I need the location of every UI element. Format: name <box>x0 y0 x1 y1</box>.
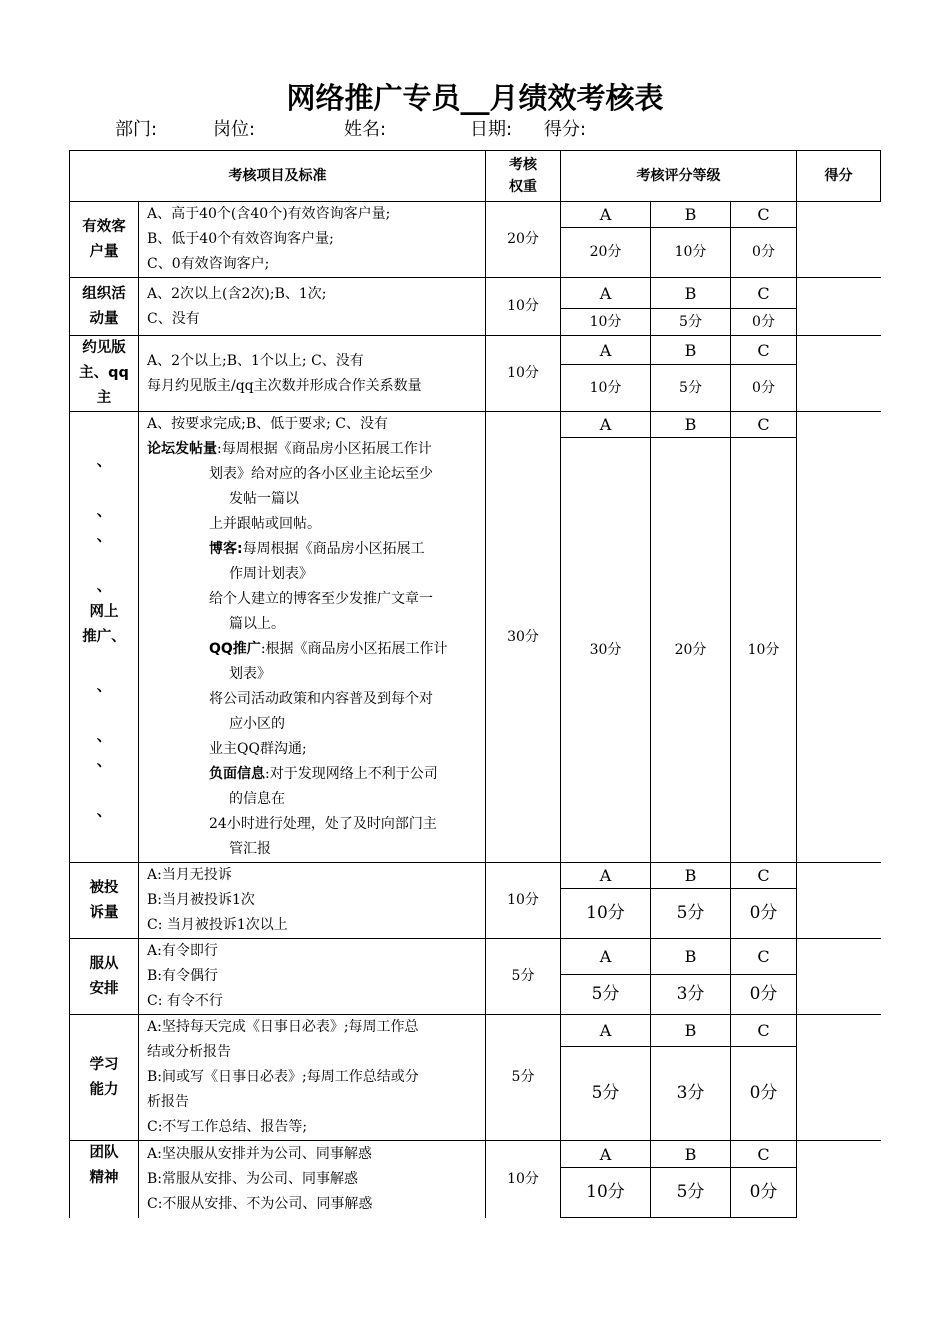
table-row <box>70 202 881 228</box>
header-score: 得分 <box>797 151 881 202</box>
item-weight: 10分 <box>486 278 561 336</box>
level-b: B <box>651 863 731 889</box>
criteria-line: B:有令偶行 <box>147 968 219 984</box>
negative-info-label: 负面信息 <box>209 766 265 782</box>
score-a: 30分 <box>561 438 651 863</box>
table-row <box>70 863 881 889</box>
item-name-line: 学习 <box>89 1056 119 1073</box>
header-weight-line-1: 考核 <box>509 157 537 173</box>
score-c: 0分 <box>731 889 797 939</box>
criteria-line: 上并跟帖或回帖。 <box>209 516 321 532</box>
criteria-line <box>147 762 479 787</box>
item-name <box>70 939 139 1015</box>
criteria-line: B、低于40个有效咨询客户量; <box>147 231 334 247</box>
table-row <box>70 412 881 438</box>
score-b: 5分 <box>651 365 731 412</box>
criteria-line: A:有令即行 <box>147 943 218 959</box>
score-a: 5分 <box>561 1047 651 1141</box>
score-cell[interactable] <box>797 336 881 412</box>
item-criteria <box>139 278 486 336</box>
table-row <box>70 1141 881 1168</box>
post-label: 岗位: <box>213 119 256 140</box>
score-a: 20分 <box>561 228 651 278</box>
criteria-line <box>147 637 479 662</box>
item-name-line: 有效客 <box>82 218 126 235</box>
qq-label: QQ推广 <box>209 641 261 657</box>
score-a: 10分 <box>561 1168 651 1218</box>
item-name <box>70 1015 139 1141</box>
header-weight-line-2: 权重 <box>509 179 537 195</box>
criteria-line <box>147 437 479 462</box>
page-title: 网络推广专员__月绩效考核表 <box>286 81 664 115</box>
item-criteria <box>139 412 486 863</box>
criteria-line: A、2次以上(含2次);B、1次; <box>147 285 327 302</box>
score-b: 3分 <box>651 975 731 1015</box>
level-a: A <box>561 412 651 438</box>
criteria-line: 划表》给对应的各小区业主论坛至少 <box>209 466 433 482</box>
level-c: C <box>731 412 797 438</box>
score-cell[interactable] <box>797 863 881 939</box>
item-name <box>70 863 139 939</box>
score-b: 5分 <box>651 889 731 939</box>
criteria-line: A:当月无投诉 <box>147 867 232 883</box>
item-name-line: 精神 <box>89 1170 119 1186</box>
item-weight: 10分 <box>486 1141 561 1218</box>
criteria-line: C: 有令不行 <box>147 993 223 1009</box>
criteria-line: A、按要求完成;B、低于要求; C、没有 <box>147 416 388 432</box>
score-a: 10分 <box>561 889 651 939</box>
blog-label: 博客: <box>209 541 243 557</box>
criteria-line: 发帖一篇以 <box>229 491 299 507</box>
level-a: A <box>561 1141 651 1168</box>
score-c: 0分 <box>731 228 797 278</box>
enum-mark: 、 <box>96 503 112 520</box>
level-a: A <box>561 278 651 309</box>
table-row <box>70 336 881 365</box>
item-name-line: 能力 <box>89 1081 119 1098</box>
score-c: 0分 <box>731 1047 797 1141</box>
score-c: 0分 <box>731 975 797 1015</box>
dept-label: 部门: <box>115 119 158 140</box>
criteria-line <box>147 537 479 562</box>
level-b: B <box>651 278 731 309</box>
score-a: 10分 <box>561 365 651 412</box>
item-name-line: 服从 <box>89 955 119 972</box>
criteria-line: 每月约见版主/qq主次数并形成合作关系数量 <box>147 377 422 394</box>
enum-mark: 、 <box>96 753 112 770</box>
item-weight: 5分 <box>486 1015 561 1141</box>
criteria-line: 应小区的 <box>229 716 285 732</box>
item-name-line: 网上 <box>89 603 119 620</box>
item-name-line: 约见版 <box>82 340 126 356</box>
item-criteria <box>139 939 486 1015</box>
item-weight: 5分 <box>486 939 561 1015</box>
level-c: C <box>731 1015 797 1047</box>
criteria-line: A、2个以上;B、1个以上; C、没有 <box>147 352 364 369</box>
criteria-line: 管汇报 <box>229 841 271 857</box>
level-a: A <box>561 336 651 365</box>
item-criteria <box>139 202 486 278</box>
blog-text: 每周根据《商品房小区拓展工 <box>242 541 425 557</box>
item-name <box>70 336 139 412</box>
item-name <box>70 412 139 863</box>
item-weight: 10分 <box>486 336 561 412</box>
table-row <box>70 1015 881 1047</box>
enum-mark: 、 <box>96 453 112 470</box>
criteria-line: B:间或写《日事日必表》;每周工作总结或分 <box>147 1069 419 1085</box>
table-row <box>70 939 881 975</box>
criteria-line: 划表》 <box>229 666 271 682</box>
enum-mark: 、 <box>96 803 112 820</box>
level-b: B <box>651 1015 731 1047</box>
assessment-table <box>69 150 881 1218</box>
table-header-row <box>70 151 881 202</box>
level-b: B <box>651 202 731 228</box>
item-name-line: 安排 <box>89 980 119 997</box>
enum-mark: 、 <box>96 728 112 745</box>
level-c: C <box>731 278 797 309</box>
enum-mark: 、 <box>96 578 112 595</box>
level-b: B <box>651 336 731 365</box>
criteria-line: 析报告 <box>147 1094 189 1110</box>
item-name-line: 主、qq <box>79 365 129 381</box>
criteria-line: C、0有效咨询客户; <box>147 256 270 272</box>
criteria-line: 给个人建立的博客至少发推广文章一 <box>209 591 433 607</box>
level-c: C <box>731 1141 797 1168</box>
level-c: C <box>731 939 797 975</box>
criteria-line: A:坚持每天完成《日事日必表》;每周工作总 <box>147 1019 419 1035</box>
score-a: 10分 <box>561 309 651 336</box>
score-label: 得分: <box>544 119 587 140</box>
score-b: 5分 <box>651 1168 731 1218</box>
item-weight: 20分 <box>486 202 561 278</box>
item-criteria <box>139 1141 486 1218</box>
criteria-line: C:不写工作总结、报告等; <box>147 1119 308 1135</box>
criteria-line: B:当月被投诉1次 <box>147 892 255 908</box>
score-cell[interactable] <box>797 412 881 863</box>
score-b: 3分 <box>651 1047 731 1141</box>
score-c: 0分 <box>731 365 797 412</box>
item-criteria <box>139 336 486 412</box>
item-name <box>70 202 139 278</box>
item-name-line: 推广、 <box>82 628 126 645</box>
criteria-line: B:常服从安排、为公司、同事解惑 <box>147 1170 359 1187</box>
forum-label: 论坛发帖量 <box>147 441 217 457</box>
item-criteria <box>139 1015 486 1141</box>
criteria-line: 篇以上。 <box>229 616 285 632</box>
score-cell[interactable] <box>797 1141 881 1218</box>
enum-mark: 、 <box>96 528 112 545</box>
negative-info-text: :对于发现网络上不利于公司 <box>265 766 438 782</box>
header-weight <box>486 151 561 202</box>
level-c: C <box>731 202 797 228</box>
criteria-line: C: 当月被投诉1次以上 <box>147 917 288 933</box>
level-c: C <box>731 336 797 365</box>
item-name <box>70 278 139 336</box>
score-b: 10分 <box>651 228 731 278</box>
level-a: A <box>561 1015 651 1047</box>
date-label: 日期: <box>470 119 513 140</box>
item-name-line: 团队 <box>89 1145 119 1161</box>
score-cell[interactable] <box>797 278 881 336</box>
level-c: C <box>731 863 797 889</box>
criteria-line: C、没有 <box>147 310 200 327</box>
score-b: 20分 <box>651 438 731 863</box>
level-a: A <box>561 939 651 975</box>
name-label: 姓名: <box>344 119 387 140</box>
criteria-line: 作周计划表》 <box>229 566 313 582</box>
criteria-line: 结或分析报告 <box>147 1044 231 1060</box>
item-weight: 10分 <box>486 863 561 939</box>
score-cell[interactable] <box>797 939 881 1015</box>
qq-text: :根据《商品房小区拓展工作计 <box>260 641 448 657</box>
enum-mark: 、 <box>96 678 112 695</box>
criteria-line: 将公司活动政策和内容普及到每个对 <box>209 691 433 707</box>
criteria-line: A、高于40个(含40个)有效咨询客户量; <box>147 206 391 222</box>
criteria-line: 24小时进行处理，处了及时向部门主 <box>209 816 437 832</box>
score-c: 10分 <box>731 438 797 863</box>
score-a: 5分 <box>561 975 651 1015</box>
level-b: B <box>651 939 731 975</box>
item-name-line: 户量 <box>89 243 119 260</box>
criteria-line: A:坚决服从安排并为公司、同事解惑 <box>147 1145 372 1162</box>
item-criteria <box>139 863 486 939</box>
criteria-line: 业主QQ群沟通; <box>209 741 307 757</box>
header-item: 考核项目及标准 <box>70 151 486 202</box>
item-name-line: 被投 <box>89 879 119 896</box>
table-row <box>70 278 881 309</box>
item-name-line: 诉量 <box>89 904 119 921</box>
level-b: B <box>651 412 731 438</box>
level-a: A <box>561 202 651 228</box>
criteria-line: 的信息在 <box>229 791 285 807</box>
item-name <box>70 1141 139 1218</box>
forum-text: :每周根据《商品房小区拓展工作计 <box>217 441 432 457</box>
item-weight: 30分 <box>486 412 561 863</box>
score-b: 5分 <box>651 309 731 336</box>
header-rating: 考核评分等级 <box>561 151 797 202</box>
item-name-line: 主 <box>96 390 112 406</box>
score-cell[interactable] <box>797 1015 881 1141</box>
score-c: 0分 <box>731 1168 797 1218</box>
criteria-line: C:不服从安排、不为公司、同事解惑 <box>147 1195 373 1212</box>
score-cell[interactable] <box>797 202 881 278</box>
level-b: B <box>651 1141 731 1168</box>
score-c: 0分 <box>731 309 797 336</box>
level-a: A <box>561 863 651 889</box>
item-name-line: 组织活 <box>82 285 126 302</box>
item-name-line: 动量 <box>89 310 119 327</box>
